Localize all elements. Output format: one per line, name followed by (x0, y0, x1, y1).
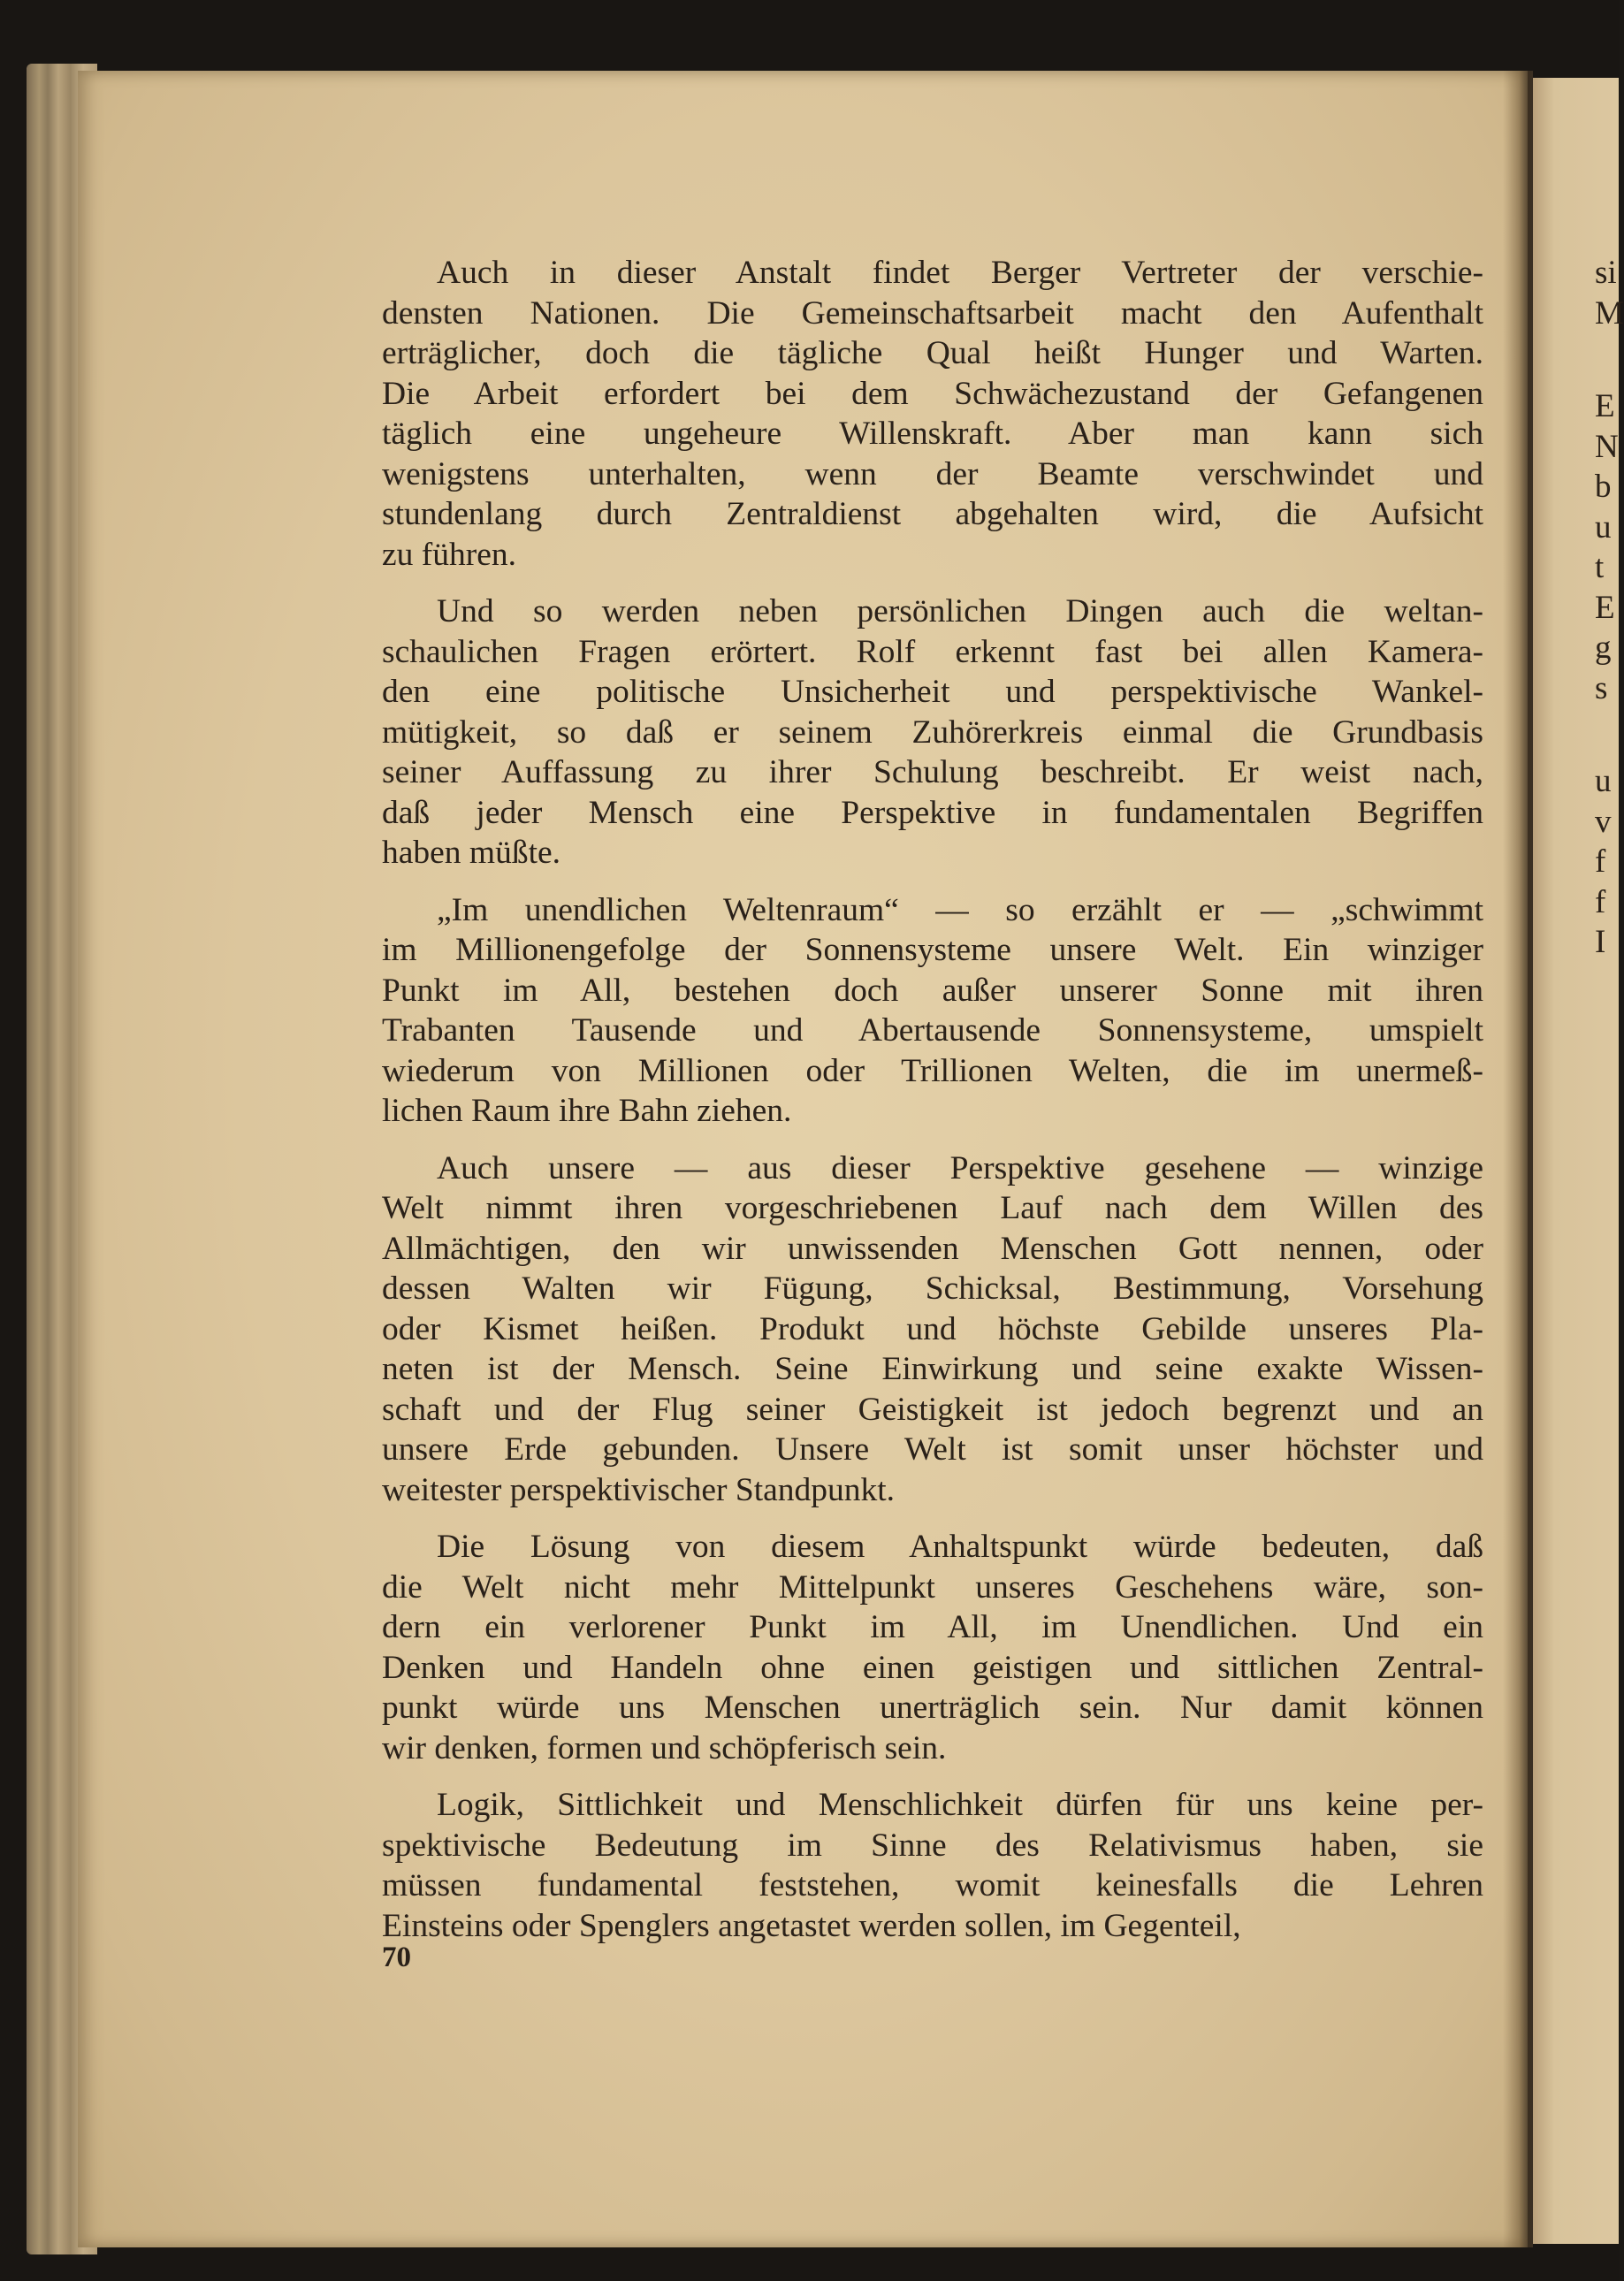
right-page-fragment: v (1595, 803, 1612, 840)
text-line: lichen Raum ihre Bahn ziehen. (382, 1093, 792, 1129)
text-line: erträglicher, doch die tägliche Qual heißt Hunger und Warten. (382, 335, 1483, 371)
text-line: Allmächtigen, den wir unwissenden Menschen Gott nennen, oder (382, 1230, 1483, 1267)
text-line: Und so werden neben persönlichen Dingen auch die weltan- (437, 593, 1483, 629)
text-line: Auch unsere — aus dieser Perspektive gesehene — winzige (437, 1149, 1483, 1186)
text-line: Die Lösung von diesem Anhaltspunkt würde bedeuten, daß (437, 1529, 1483, 1565)
right-page-fragment (1595, 708, 1624, 761)
text-line: Trabanten Tausende und Abertausende Sonnensysteme, umspielt (382, 1012, 1483, 1049)
paragraph (382, 253, 1483, 575)
text-line: densten Nationen. Die Gemeinschaftsarbeit macht den Aufenthalt (382, 294, 1483, 332)
paragraph (382, 591, 1483, 873)
right-page-fragment: t (1595, 549, 1605, 585)
page-number: 70 (382, 1942, 411, 1973)
right-page-fragment: g (1595, 629, 1612, 666)
body-text (382, 253, 1483, 1963)
right-page-fragment: N (1595, 428, 1619, 465)
text-line: die Welt nicht mehr Mittelpunkt unseres Geschehens wäre, son- (382, 1568, 1483, 1606)
text-line: weitester perspektivischer Standpunkt. (382, 1471, 896, 1508)
text-line: schaft und der Flug seiner Geistigkeit ist jedoch begrenzt und an (382, 1391, 1483, 1428)
right-page-fragment: s (1595, 669, 1608, 706)
right-page-fragment: f (1595, 883, 1606, 920)
text-line: seiner Auffassung zu ihrer Schulung beschreibt. Er weist nach, (382, 754, 1483, 790)
paragraph (382, 1785, 1483, 1946)
text-line: mütigkeit, so daß er seinem Zuhörerkreis einmal die Grundbasis (382, 713, 1483, 751)
book-gutter (1503, 71, 1533, 2247)
text-line: punkt würde uns Menschen unerträglich sein. Nur damit können (382, 1690, 1483, 1726)
text-line: unsere Erde gebunden. Unsere Welt ist somit unser höchster und (382, 1431, 1483, 1468)
text-line: Punkt im All, bestehen doch außer unserer Sonne mit ihren (382, 972, 1483, 1009)
text-line: wir denken, formen und schöpferisch sein. (382, 1729, 947, 1766)
text-line: den eine politische Unsicherheit und perspektivische Wankel- (382, 674, 1483, 710)
right-page-fragment: E (1595, 388, 1615, 424)
right-page-fragment: f (1595, 843, 1606, 880)
text-line: neten ist der Mensch. Seine Einwirkung und seine exakte Wissen- (382, 1351, 1483, 1387)
text-line: Einsteins oder Spenglers angetastet werden sollen, im Gegenteil, (382, 1907, 1241, 1944)
text-line: daß jeder Mensch eine Perspektive in fundamentalen Begriffen (382, 794, 1483, 831)
text-line: Auch in dieser Anstalt findet Berger Vertreter der verschie- (437, 255, 1483, 291)
text-line: haben müßte. (382, 835, 561, 871)
text-line: müssen fundamental feststehen, womit keinesfalls die Lehren (382, 1867, 1483, 1903)
text-line: wenigstens unterhalten, wenn der Beamte verschwindet und (382, 455, 1483, 492)
right-page-fragment: I (1595, 924, 1606, 960)
right-page-text-fragments (1595, 253, 1624, 963)
paragraph (382, 890, 1483, 1132)
text-line: Logik, Sittlichkeit und Menschlichkeit dürfen für uns keine per- (437, 1787, 1483, 1823)
right-page-fragment: u (1595, 763, 1612, 799)
text-line: oder Kismet heißen. Produkt und höchste Gebilde unseres Pla- (382, 1310, 1483, 1347)
right-page-fragment: si (1595, 255, 1617, 291)
text-line: dessen Walten wir Fügung, Schicksal, Bestimmung, Vorsehung (382, 1270, 1483, 1307)
text-line: „Im unendlichen Weltenraum“ — so erzählt er — „schwimmt (437, 891, 1483, 928)
paragraph (382, 1527, 1483, 1768)
right-page-fragment: b (1595, 469, 1612, 505)
text-line: spektivische Bedeutung im Sinne des Relativismus haben, sie (382, 1827, 1483, 1864)
text-line: dern ein verlorener Punkt im All, im Unendlichen. Und ein (382, 1609, 1483, 1645)
right-page-fragment: M (1595, 294, 1624, 332)
text-line: täglich eine ungeheure Willenskraft. Aber man kann sich (382, 416, 1483, 452)
right-page-fragment (1595, 333, 1624, 386)
paragraph (382, 1148, 1483, 1511)
text-line: im Millionengefolge der Sonnensysteme unsere Welt. Ein winziger (382, 932, 1483, 968)
text-line: Die Arbeit erfordert bei dem Schwächezustand der Gefangenen (382, 375, 1483, 412)
text-line: zu führen. (382, 536, 517, 573)
text-line: Denken und Handeln ohne einen geistigen und sittlichen Zentral- (382, 1649, 1483, 1686)
text-line: stundenlang durch Zentraldienst abgehalten wird, die Aufsicht (382, 496, 1483, 532)
text-line: wiederum von Millionen oder Trillionen Welten, die im unermeß- (382, 1052, 1483, 1089)
right-page-fragment: E (1595, 589, 1615, 626)
right-page-fragment: u (1595, 508, 1612, 545)
text-line: Welt nimmt ihren vorgeschriebenen Lauf nach dem Willen des (382, 1190, 1483, 1226)
text-line: schaulichen Fragen erörtert. Rolf erkennt fast bei allen Kamera- (382, 633, 1483, 670)
